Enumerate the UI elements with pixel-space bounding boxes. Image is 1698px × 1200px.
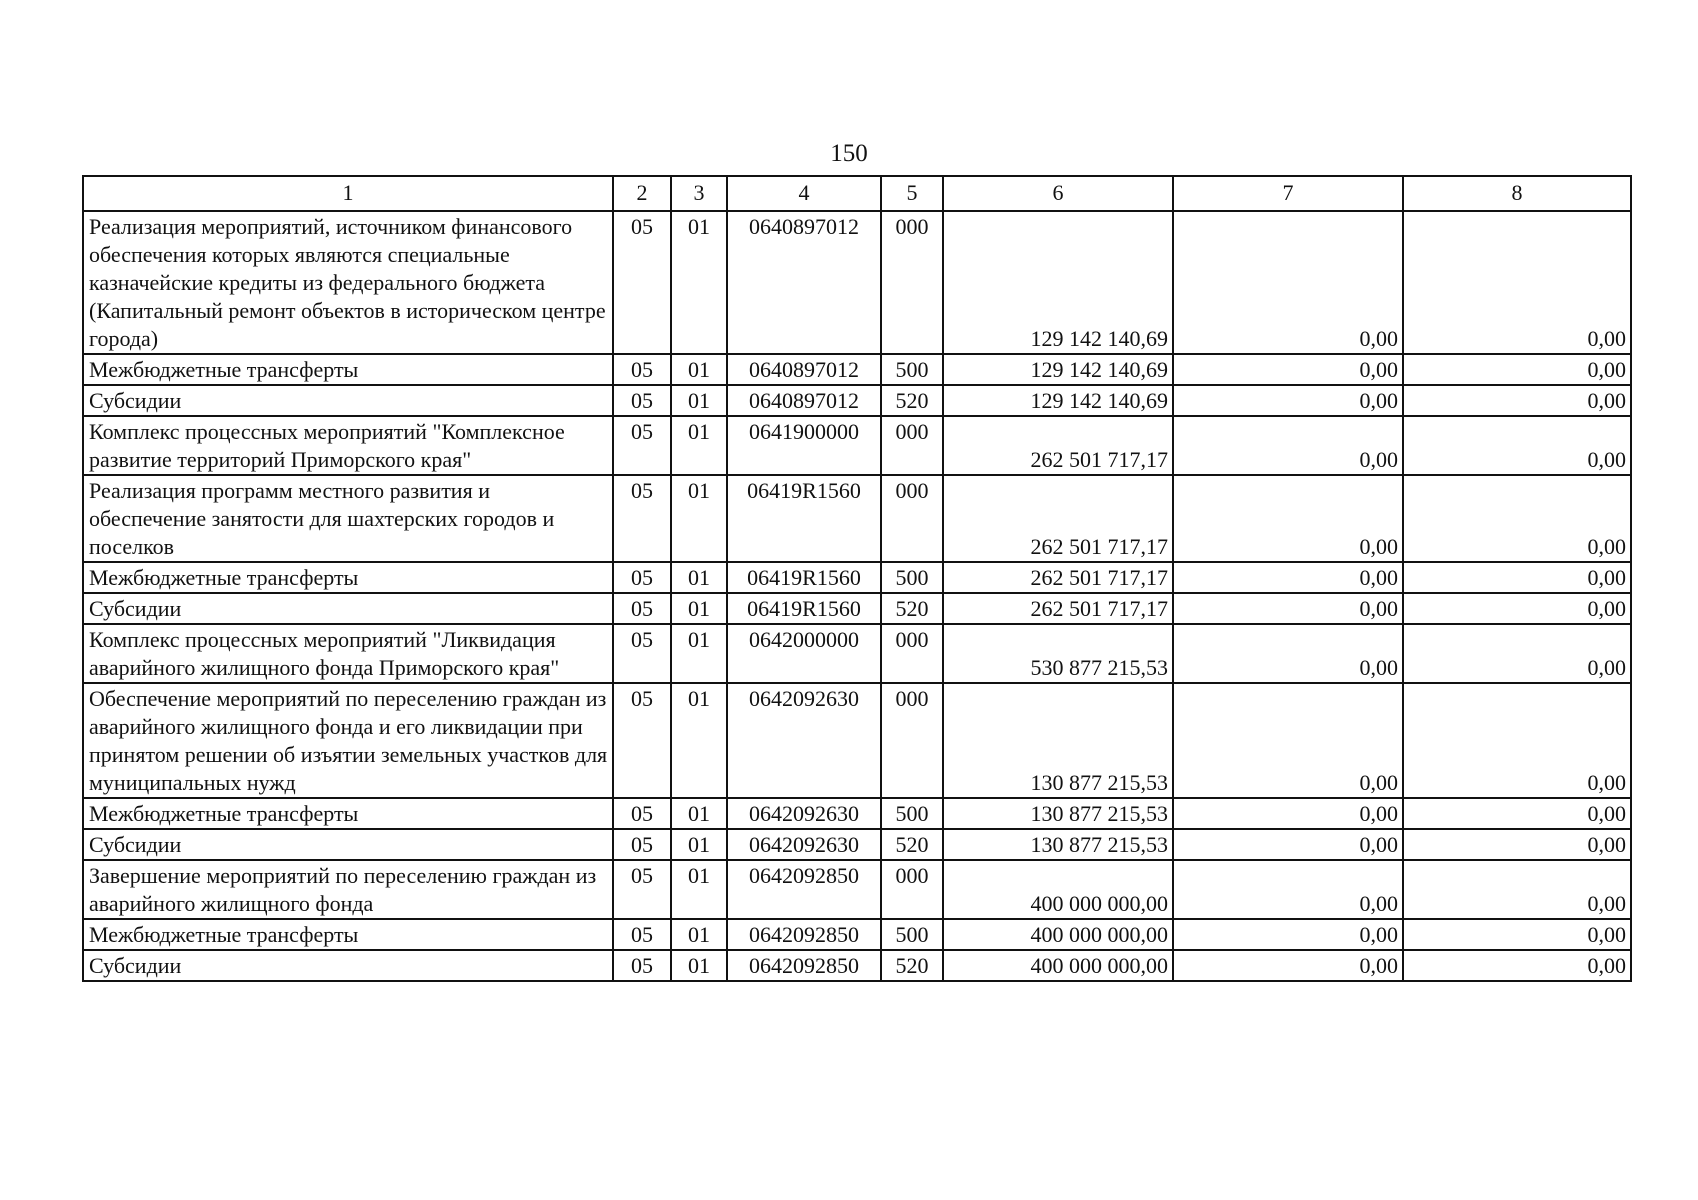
expense-type-cell: 000 — [881, 860, 943, 919]
row-name-cell: Субсидии — [83, 593, 613, 624]
target-code-cell: 06419R1560 — [727, 562, 881, 593]
amount-col6-cell: 530 877 215,53 — [943, 624, 1173, 683]
expense-type-cell: 000 — [881, 683, 943, 798]
section-code-cell: 05 — [613, 385, 671, 416]
row-name-cell: Субсидии — [83, 829, 613, 860]
target-code-cell: 06419R1560 — [727, 475, 881, 562]
amount-col6-cell: 400 000 000,00 — [943, 950, 1173, 981]
target-code-cell: 0640897012 — [727, 211, 881, 354]
target-code-cell: 0642092850 — [727, 950, 881, 981]
amount-col8-cell: 0,00 — [1403, 683, 1631, 798]
amount-col7-cell: 0,00 — [1173, 211, 1403, 354]
section-code-cell: 05 — [613, 919, 671, 950]
column-header: 7 — [1173, 176, 1403, 211]
amount-col6-cell: 262 501 717,17 — [943, 562, 1173, 593]
target-code-cell: 0642092850 — [727, 860, 881, 919]
row-name-cell: Завершение мероприятий по переселению граждан из аварийного жилищного фонда — [83, 860, 613, 919]
table-row — [83, 211, 1631, 354]
amount-col6-cell: 129 142 140,69 — [943, 354, 1173, 385]
expense-type-cell: 520 — [881, 829, 943, 860]
table-row — [83, 354, 1631, 385]
row-name-cell: Реализация программ местного развития и обеспечение занятости для шахтерских городов и поселков — [83, 475, 613, 562]
column-header: 6 — [943, 176, 1173, 211]
amount-col7-cell: 0,00 — [1173, 416, 1403, 475]
amount-col7-cell: 0,00 — [1173, 919, 1403, 950]
target-code-cell: 0642092630 — [727, 829, 881, 860]
amount-col7-cell: 0,00 — [1173, 385, 1403, 416]
amount-col8-cell: 0,00 — [1403, 416, 1631, 475]
section-code-cell: 05 — [613, 950, 671, 981]
amount-col7-cell: 0,00 — [1173, 354, 1403, 385]
row-name-cell: Межбюджетные трансферты — [83, 798, 613, 829]
expense-type-cell: 500 — [881, 798, 943, 829]
amount-col6-cell: 262 501 717,17 — [943, 593, 1173, 624]
target-code-cell: 0641900000 — [727, 416, 881, 475]
expense-type-cell: 500 — [881, 354, 943, 385]
expense-type-cell: 000 — [881, 475, 943, 562]
column-header: 4 — [727, 176, 881, 211]
amount-col6-cell: 130 877 215,53 — [943, 829, 1173, 860]
amount-col8-cell: 0,00 — [1403, 829, 1631, 860]
amount-col7-cell: 0,00 — [1173, 475, 1403, 562]
amount-col7-cell: 0,00 — [1173, 593, 1403, 624]
section-code-cell: 05 — [613, 211, 671, 354]
table-row — [83, 683, 1631, 798]
section-code-cell: 05 — [613, 562, 671, 593]
row-name-cell: Реализация мероприятий, источником финансового обеспечения которых являются специальные казначейские кредиты из федерального бюджета (Капитальный ремонт объектов в историческом центре города) — [83, 211, 613, 354]
target-code-cell: 0642000000 — [727, 624, 881, 683]
amount-col7-cell: 0,00 — [1173, 562, 1403, 593]
section-code-cell: 05 — [613, 798, 671, 829]
subsection-code-cell: 01 — [671, 593, 727, 624]
amount-col7-cell: 0,00 — [1173, 683, 1403, 798]
expense-type-cell: 000 — [881, 624, 943, 683]
amount-col8-cell: 0,00 — [1403, 475, 1631, 562]
subsection-code-cell: 01 — [671, 211, 727, 354]
row-name-cell: Межбюджетные трансферты — [83, 354, 613, 385]
table-row — [83, 593, 1631, 624]
amount-col6-cell: 400 000 000,00 — [943, 860, 1173, 919]
subsection-code-cell: 01 — [671, 950, 727, 981]
table-header — [83, 176, 1631, 211]
amount-col8-cell: 0,00 — [1403, 385, 1631, 416]
amount-col8-cell: 0,00 — [1403, 562, 1631, 593]
expense-type-cell: 000 — [881, 211, 943, 354]
row-name-cell: Межбюджетные трансферты — [83, 562, 613, 593]
budget-table — [82, 175, 1632, 982]
table-row — [83, 919, 1631, 950]
amount-col7-cell: 0,00 — [1173, 829, 1403, 860]
amount-col7-cell: 0,00 — [1173, 860, 1403, 919]
amount-col6-cell: 129 142 140,69 — [943, 211, 1173, 354]
subsection-code-cell: 01 — [671, 624, 727, 683]
table-row — [83, 385, 1631, 416]
subsection-code-cell: 01 — [671, 919, 727, 950]
row-name-cell: Обеспечение мероприятий по переселению граждан из аварийного жилищного фонда и его ликвидации при принятом решении об изъятии земельных участков для муниципальных нужд — [83, 683, 613, 798]
subsection-code-cell: 01 — [671, 562, 727, 593]
amount-col6-cell: 262 501 717,17 — [943, 475, 1173, 562]
section-code-cell: 05 — [613, 354, 671, 385]
subsection-code-cell: 01 — [671, 683, 727, 798]
amount-col8-cell: 0,00 — [1403, 354, 1631, 385]
subsection-code-cell: 01 — [671, 829, 727, 860]
amount-col8-cell: 0,00 — [1403, 798, 1631, 829]
amount-col8-cell: 0,00 — [1403, 211, 1631, 354]
table-row — [83, 562, 1631, 593]
section-code-cell: 05 — [613, 829, 671, 860]
amount-col6-cell: 130 877 215,53 — [943, 798, 1173, 829]
expense-type-cell: 500 — [881, 919, 943, 950]
target-code-cell: 06419R1560 — [727, 593, 881, 624]
row-name-cell: Субсидии — [83, 950, 613, 981]
section-code-cell: 05 — [613, 593, 671, 624]
amount-col8-cell: 0,00 — [1403, 860, 1631, 919]
column-header: 3 — [671, 176, 727, 211]
subsection-code-cell: 01 — [671, 475, 727, 562]
section-code-cell: 05 — [613, 475, 671, 562]
subsection-code-cell: 01 — [671, 798, 727, 829]
column-header: 2 — [613, 176, 671, 211]
row-name-cell: Комплекс процессных мероприятий "Комплексное развитие территорий Приморского края" — [83, 416, 613, 475]
amount-col8-cell: 0,00 — [1403, 624, 1631, 683]
section-code-cell: 05 — [613, 683, 671, 798]
page-number: 150 — [830, 140, 868, 167]
table-body — [83, 211, 1631, 981]
row-name-cell: Субсидии — [83, 385, 613, 416]
table-row — [83, 624, 1631, 683]
amount-col8-cell: 0,00 — [1403, 919, 1631, 950]
expense-type-cell: 520 — [881, 385, 943, 416]
table-row — [83, 950, 1631, 981]
table-row — [83, 798, 1631, 829]
column-header: 5 — [881, 176, 943, 211]
amount-col7-cell: 0,00 — [1173, 950, 1403, 981]
section-code-cell: 05 — [613, 624, 671, 683]
amount-col6-cell: 262 501 717,17 — [943, 416, 1173, 475]
table-row — [83, 475, 1631, 562]
column-header: 8 — [1403, 176, 1631, 211]
subsection-code-cell: 01 — [671, 385, 727, 416]
expense-type-cell: 500 — [881, 562, 943, 593]
subsection-code-cell: 01 — [671, 354, 727, 385]
section-code-cell: 05 — [613, 860, 671, 919]
row-name-cell: Комплекс процессных мероприятий "Ликвидация аварийного жилищного фонда Приморского края" — [83, 624, 613, 683]
subsection-code-cell: 01 — [671, 416, 727, 475]
subsection-code-cell: 01 — [671, 860, 727, 919]
table-row — [83, 416, 1631, 475]
section-code-cell: 05 — [613, 416, 671, 475]
target-code-cell: 0640897012 — [727, 354, 881, 385]
amount-col7-cell: 0,00 — [1173, 624, 1403, 683]
target-code-cell: 0640897012 — [727, 385, 881, 416]
expense-type-cell: 520 — [881, 950, 943, 981]
amount-col7-cell: 0,00 — [1173, 798, 1403, 829]
target-code-cell: 0642092630 — [727, 683, 881, 798]
column-header: 1 — [83, 176, 613, 211]
amount-col6-cell: 400 000 000,00 — [943, 919, 1173, 950]
amount-col8-cell: 0,00 — [1403, 593, 1631, 624]
amount-col6-cell: 130 877 215,53 — [943, 683, 1173, 798]
column-number-row — [83, 176, 1631, 211]
table-row — [83, 829, 1631, 860]
expense-type-cell: 000 — [881, 416, 943, 475]
row-name-cell: Межбюджетные трансферты — [83, 919, 613, 950]
expense-type-cell: 520 — [881, 593, 943, 624]
table-row — [83, 860, 1631, 919]
target-code-cell: 0642092850 — [727, 919, 881, 950]
amount-col6-cell: 129 142 140,69 — [943, 385, 1173, 416]
target-code-cell: 0642092630 — [727, 798, 881, 829]
amount-col8-cell: 0,00 — [1403, 950, 1631, 981]
